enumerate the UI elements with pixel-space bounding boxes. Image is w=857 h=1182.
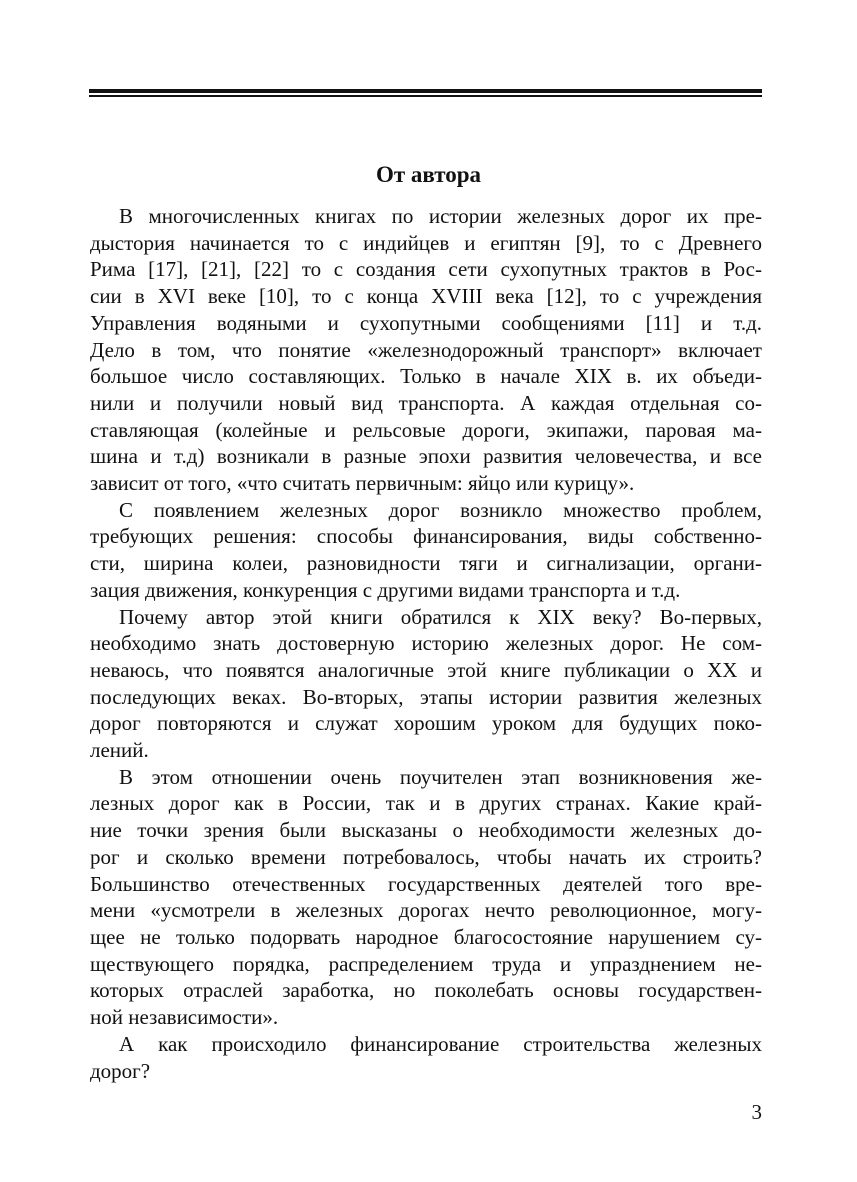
text-line: требующих решения: способы финансирования, виды собственно- — [90, 524, 762, 549]
header-rule-thick — [89, 89, 762, 93]
text-line: В многочисленных книгах по истории железных дорог их пре- — [119, 204, 762, 228]
text-line: С появлением железных дорог возникло множество проблем, — [119, 497, 762, 522]
text-line: ставляющая (колейные и рельсовые дороги, экипажи, паровая ма- — [90, 417, 762, 442]
paragraph — [90, 497, 762, 604]
text-line: зависит от того, «что считать первичным: яйцо или курицу». — [90, 471, 635, 496]
text-line: лений. — [90, 738, 149, 763]
text-line: рог и сколько времени потребовалось, чтобы начать их строить? — [90, 844, 762, 869]
text-line: ществующего порядка, распределением труда и упразднением не- — [90, 951, 762, 976]
text-line: лезных дорог как в России, так и в других странах. Какие край- — [90, 791, 762, 816]
text-line: Большинство отечественных государственных деятелей того вре- — [90, 871, 762, 896]
text-line: дыстория начинается то с индийцев и египтян [9], то с Древнего — [90, 230, 762, 255]
page-number: 3 — [751, 1100, 762, 1124]
text-line: ние точки зрения были высказаны о необходимости железных до- — [90, 818, 762, 843]
paragraph — [90, 1031, 762, 1084]
body-text — [90, 203, 762, 1084]
text-line: большое число составляющих. Только в начале XIX в. их объеди- — [90, 364, 762, 389]
paragraph — [90, 604, 762, 764]
text-line: неваюсь, что появятся аналогичные этой книге публикации о XX и — [90, 657, 762, 682]
paragraph — [90, 203, 762, 497]
text-line: ной независимости». — [90, 1005, 279, 1030]
paragraph — [90, 764, 762, 1031]
text-line: Дело в том, что понятие «железнодорожный транспорт» включает — [90, 337, 762, 362]
text-line: Рима [17], [21], [22] то с создания сети сухопутных трактов в Рос- — [90, 257, 762, 282]
text-line: шина и т.д) возникали в разные эпохи развития человечества, и все — [90, 444, 762, 469]
text-line: Управления водяными и сухопутными сообщениями [11] и т.д. — [90, 310, 762, 335]
text-line: зация движения, конкуренция с другими видами транспорта и т.д. — [90, 577, 681, 602]
text-line: дорог повторяются и служат хорошим уроком для будущих поко- — [90, 711, 762, 736]
text-line: Почему автор этой книги обратился к XIX веку? Во-первых, — [119, 604, 762, 629]
text-line: дорог? — [90, 1058, 151, 1083]
text-line: сти, ширина колеи, разновидности тяги и сигнализации, органи- — [90, 551, 762, 576]
section-title: От автора — [375, 162, 482, 187]
text-line: А как происходило финансирование строительства железных — [119, 1031, 762, 1056]
text-line: необходимо знать достоверную историю железных дорог. Не сом- — [90, 631, 762, 656]
text-line: последующих веках. Во-вторых, этапы истории развития железных — [90, 684, 762, 709]
text-line: которых отраслей заработка, но поколебать основы государствен- — [90, 978, 762, 1003]
text-line: нили и получили новый вид транспорта. А каждая отдельная со- — [90, 390, 762, 415]
text-line: мени «усмотрели в железных дорогах нечто революционное, могу- — [90, 898, 762, 923]
text-line: щее не только подорвать народное благосостояние нарушением су- — [90, 924, 762, 949]
text-line: сии в XVI веке [10], то с конца XVIII века [12], то с учреждения — [90, 284, 762, 309]
text-line: В этом отношении очень поучителен этап возникновения же- — [119, 764, 762, 789]
header-rule-thin — [89, 95, 762, 97]
